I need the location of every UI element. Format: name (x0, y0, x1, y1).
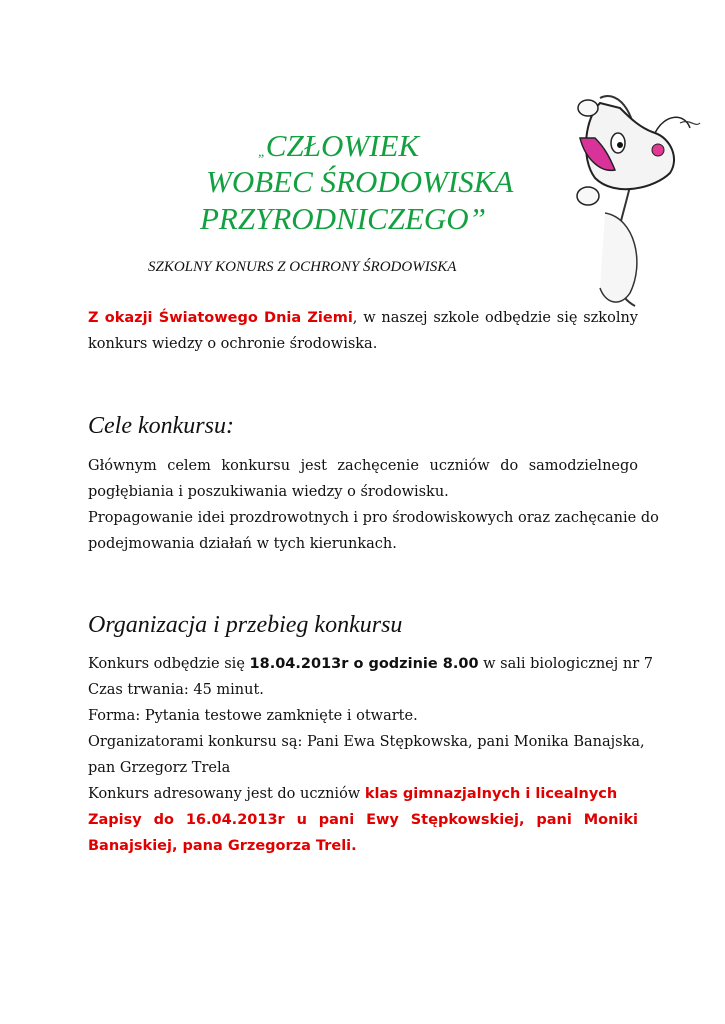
goals-heading: Cele konkursu: (88, 413, 234, 439)
intro-line-1 (88, 305, 638, 331)
title-line-2: WOBEC ŚRODOWISKA (206, 164, 514, 199)
intro-line-2: konkurs wiedzy o ochronie środowiska. (88, 336, 378, 352)
cartoon-mouse-peeking-icon (560, 78, 710, 308)
goals-line-2: pogłębiania i poszukiwania wiedzy o środowisku. (88, 484, 449, 500)
goals-line-4: podejmowania działań w tych kierunkach. (88, 536, 397, 552)
audience-line (88, 781, 638, 807)
goals-line-1: Głównym celem konkursu jest zachęcenie uczniów do samodzielnego (88, 458, 638, 474)
organization-paragraph (88, 651, 653, 859)
title-line-1-text: CZŁOWIEK (265, 128, 420, 163)
intro-paragraph (88, 305, 638, 357)
title-open-quote: „ (258, 145, 266, 160)
organizers-line-1: Organizatorami konkursu są: Pani Ewa Stępkowska, pani Monika Banajska, (88, 734, 645, 750)
form-line: Forma: Pytania testowe zamknięte i otwarte. (88, 708, 418, 724)
goals-line-3: Propagowanie idei prozdrowotnych i pro środowiskowych oraz zachęcanie do (88, 510, 659, 526)
signup-line-1: Zapisy do 16.04.2013r u pani Ewy Stępkowskiej, pani Moniki (88, 812, 638, 828)
duration-line: Czas trwania: 45 minut. (88, 682, 264, 698)
date-suffix: w sali biologicznej nr 7 (478, 656, 653, 672)
date-line (88, 651, 653, 677)
date-bold: 18.04.2013r o godzinie 8.00 (249, 656, 479, 672)
date-prefix: Konkurs odbędzie się (88, 656, 250, 672)
subtitle: SZKOLNY KONURS Z OCHRONY ŚRODOWISKA (148, 259, 457, 275)
organization-heading: Organizacja i przebieg konkursu (88, 612, 403, 638)
signup-line-2: Banajskiej, pana Grzegorza Treli. (88, 838, 357, 854)
goals-paragraph (88, 453, 659, 557)
audience-prefix: Konkurs adresowany jest do uczniów (88, 786, 365, 802)
organizers-line-2: pan Grzegorz Trela (88, 760, 231, 776)
intro-highlight: Z okazji Światowego Dnia Ziemi (88, 310, 353, 326)
audience-highlight: klas gimnazjalnych i licealnych (364, 786, 618, 802)
title-line-3: PRZYRODNICZEGO” (200, 201, 486, 236)
intro-rest: , w naszej szkole odbędzie się szkolny (352, 310, 638, 326)
